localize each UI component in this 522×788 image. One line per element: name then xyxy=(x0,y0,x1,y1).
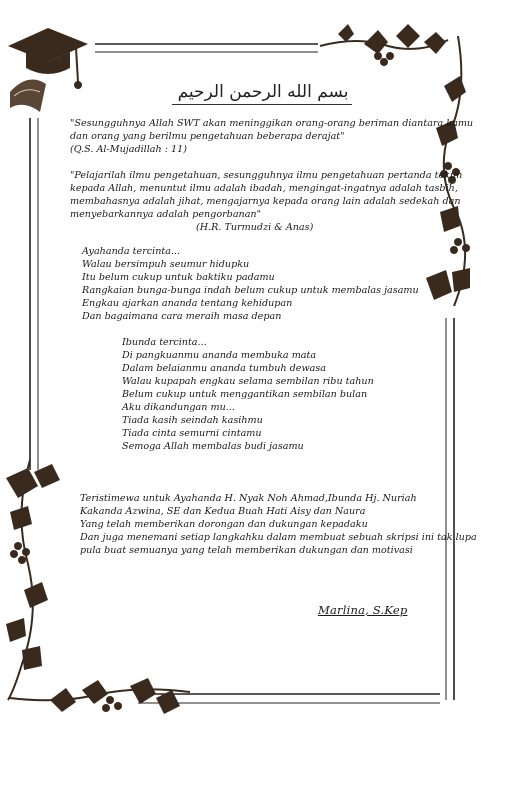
dedication-line: Kakanda Azwina, SE dan Kedua Buah Hati Aisy dan Naura xyxy=(80,506,366,517)
poem-line: Tiada kasih seindah kasihmu xyxy=(122,415,263,426)
poem-line: Rangkaian bunga-bunga indah belum cukup untuk membalas jasamu xyxy=(82,285,419,296)
poem-line: Dalam belaianmu ananda tumbuh dewasa xyxy=(122,363,327,374)
bismillah-underline xyxy=(172,104,352,105)
poem-line: Walau bersimpuh seumur hidupku xyxy=(82,259,250,270)
poem-line: Itu belum cukup untuk baktiku padamu xyxy=(82,272,275,283)
poem-line: Di pangkuanmu ananda membuka mata xyxy=(122,350,317,361)
poem-line: Semoga Allah membalas budi jasamu xyxy=(122,441,304,452)
quote-line: dan orang yang berilmu pengetahuan beberapa derajat" xyxy=(70,131,345,142)
quote-reference: (H.R. Turmudzi & Anas) xyxy=(196,222,314,233)
poem-line: Belum cukup untuk menggantikan sembilan bulan xyxy=(122,389,368,400)
poem-line: Ibunda tercinta... xyxy=(122,337,207,348)
poem-line: Ayahanda tercinta... xyxy=(82,246,181,257)
poem-line: Aku dikandungan mu... xyxy=(122,402,235,413)
poem-line: Engkau ajarkan ananda tentang kehidupan xyxy=(82,298,293,309)
dedication-line: Dan juga menemani setiap langkahku dalam membuat sebuah skripsi ini tak lupa xyxy=(80,532,477,543)
quote-line: membahasnya adalah jihat, mengajarnya kepada orang lain adalah sedekah dan xyxy=(70,196,461,207)
bismillah-calligraphy: بسم الله الرحمن الرحيم xyxy=(177,82,349,102)
quote-line: menyebarkannya adalah pengorbanan" xyxy=(70,209,262,220)
vine-ornament-top-right-icon xyxy=(318,16,480,316)
poem-line: Tiada cinta semurni cintamu xyxy=(122,428,262,439)
dedication-line: Teristimewa untuk Ayahanda H. Nyak Noh Ahmad,Ibunda Hj. Nuriah xyxy=(80,493,417,504)
quote-reference: (Q.S. Al-Mujadillah : 11) xyxy=(70,144,187,155)
quote-line: "Pelajarilah ilmu pengetahuan, sesungguhnya ilmu pengetahuan pertanda tekun xyxy=(70,170,463,181)
graduation-cap-icon xyxy=(4,22,96,118)
quote-line: "Sesungguhnya Allah SWT akan meninggikan orang-orang beriman diantara kamu xyxy=(70,118,474,129)
quote-line: kepada Allah, menuntut ilmu adalah ibadah, mengingat-ingatnya adalah tasbih, xyxy=(70,183,458,194)
dedication-line: Yang telah memberikan dorongan dan dukungan kepadaku xyxy=(80,519,368,530)
poem-line: Walau kupapah engkau selama sembilan ribu tahun xyxy=(122,376,374,387)
poem-line: Dan bagaimana cara meraih masa depan xyxy=(82,311,282,322)
author-signature: Marlina, S.Kep xyxy=(318,603,408,617)
dedication-line: pula buat semuanya yang telah memberikan dukungan dan motivasi xyxy=(80,545,413,556)
